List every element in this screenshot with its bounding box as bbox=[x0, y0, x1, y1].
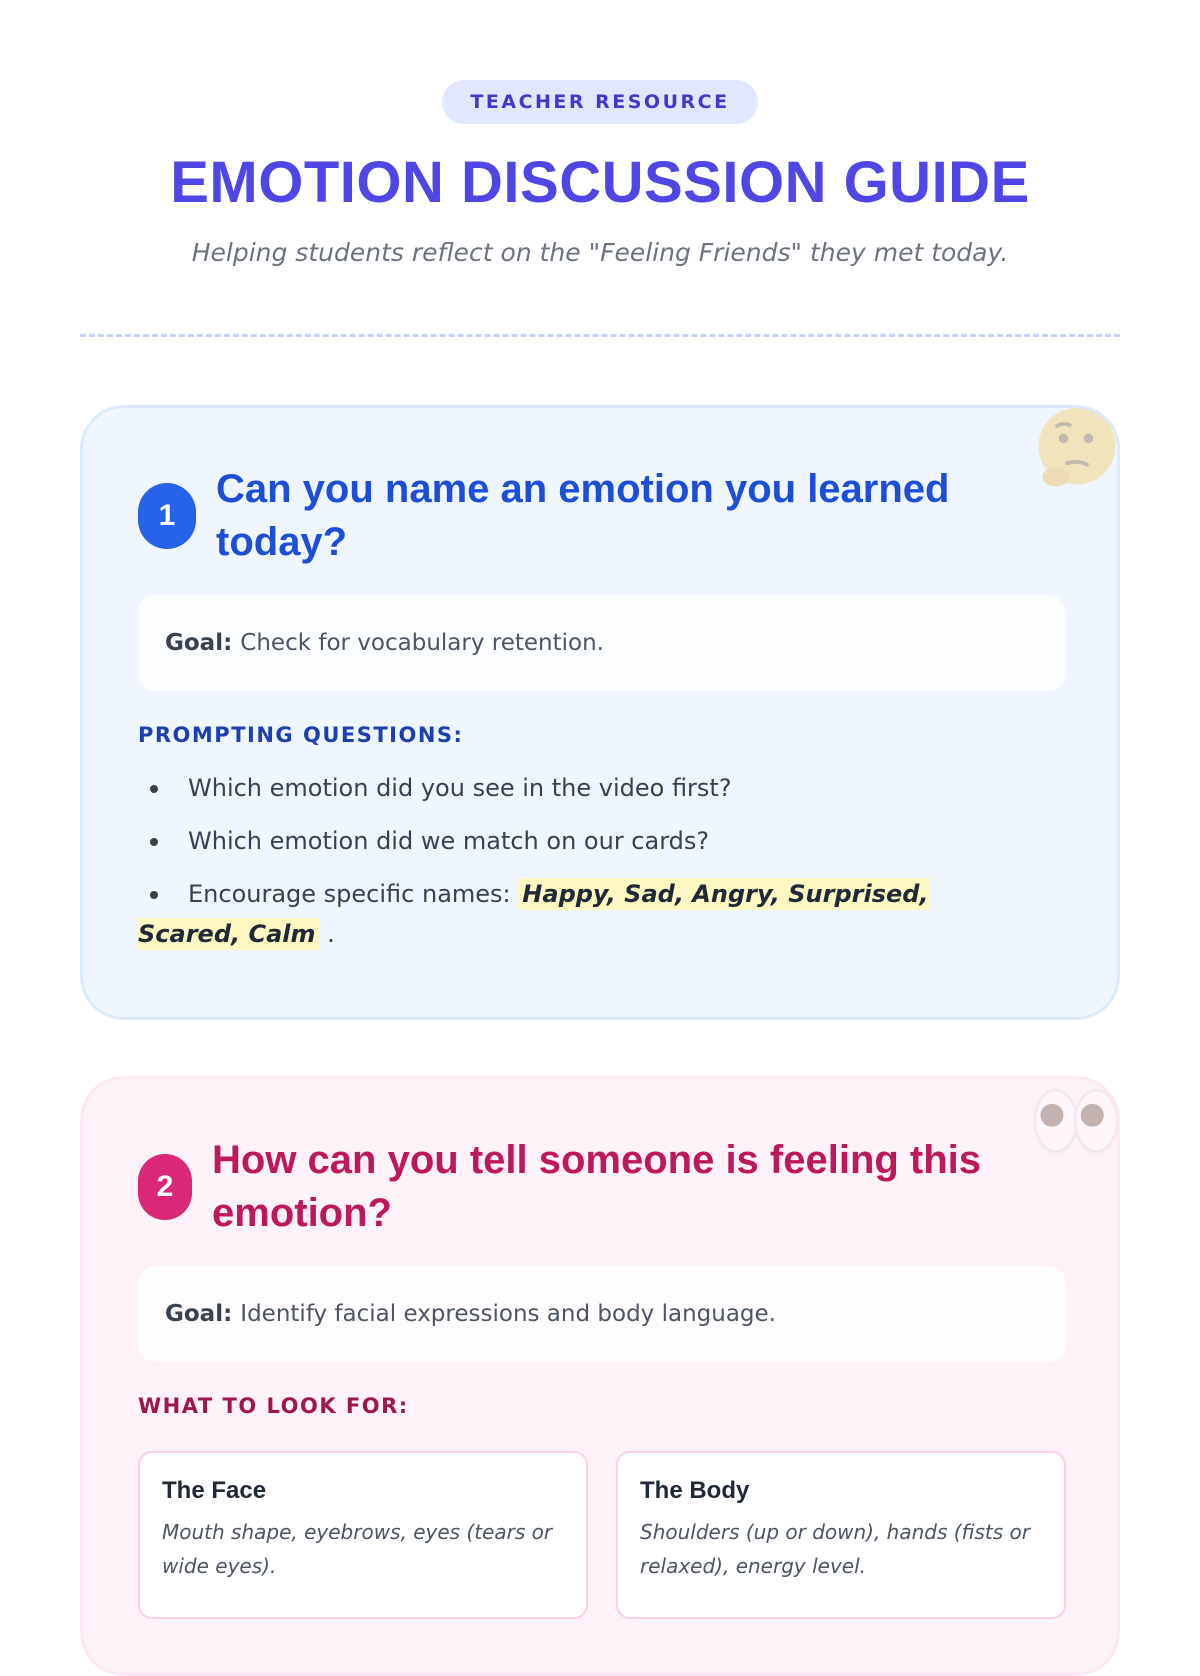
question-number-badge: 2 bbox=[138, 1154, 192, 1220]
list-item: Which emotion did we match on our cards? bbox=[138, 821, 1008, 861]
goal-box bbox=[138, 1266, 1066, 1362]
prompting-questions-list bbox=[138, 768, 1008, 967]
page-header bbox=[0, 0, 1200, 267]
goal-label: Goal: bbox=[165, 630, 233, 656]
dashed-divider bbox=[80, 334, 1120, 337]
question-heading bbox=[138, 1134, 1078, 1240]
section-label: PROMPTING QUESTIONS: bbox=[138, 723, 464, 747]
list-item bbox=[138, 874, 1008, 954]
period-text: . bbox=[327, 920, 335, 948]
face-box bbox=[138, 1451, 588, 1619]
section-label: WHAT TO LOOK FOR: bbox=[138, 1394, 409, 1418]
goal-label: Goal: bbox=[165, 1301, 233, 1327]
question-text: Can you name an emotion you learned today? bbox=[216, 467, 950, 564]
box-title: The Body bbox=[640, 1477, 750, 1504]
question-card-1 bbox=[80, 405, 1120, 1020]
box-description: Shoulders (up or down), hands (fists or relaxed), energy level. bbox=[640, 1520, 1030, 1578]
goal-text: Identify facial expressions and body language. bbox=[240, 1301, 776, 1327]
question-heading bbox=[138, 463, 1078, 569]
goal-text: Check for vocabulary retention. bbox=[240, 630, 604, 656]
question-card-2 bbox=[80, 1076, 1120, 1676]
page-title: EMOTION DISCUSSION GUIDE bbox=[170, 150, 1030, 215]
question-text: How can you tell someone is feeling this emotion? bbox=[212, 1138, 982, 1235]
question-number-badge: 1 bbox=[138, 483, 196, 549]
highlighted-emotion-names: Happy, Sad, Angry, Surprised, Scared, Calm bbox=[138, 880, 929, 948]
goal-box bbox=[138, 595, 1066, 691]
box-title: The Face bbox=[162, 1477, 267, 1504]
page-subtitle: Helping students reflect on the "Feeling Friends" they met today. bbox=[191, 237, 1009, 267]
body-box bbox=[616, 1451, 1066, 1619]
box-description: Mouth shape, eyebrows, eyes (tears or wide eyes). bbox=[162, 1520, 553, 1578]
list-item: Which emotion did you see in the video first? bbox=[138, 768, 1008, 808]
resource-badge: TEACHER RESOURCE bbox=[442, 80, 757, 124]
encourage-text: Encourage specific names: bbox=[188, 880, 511, 908]
look-for-grid bbox=[138, 1451, 1066, 1619]
